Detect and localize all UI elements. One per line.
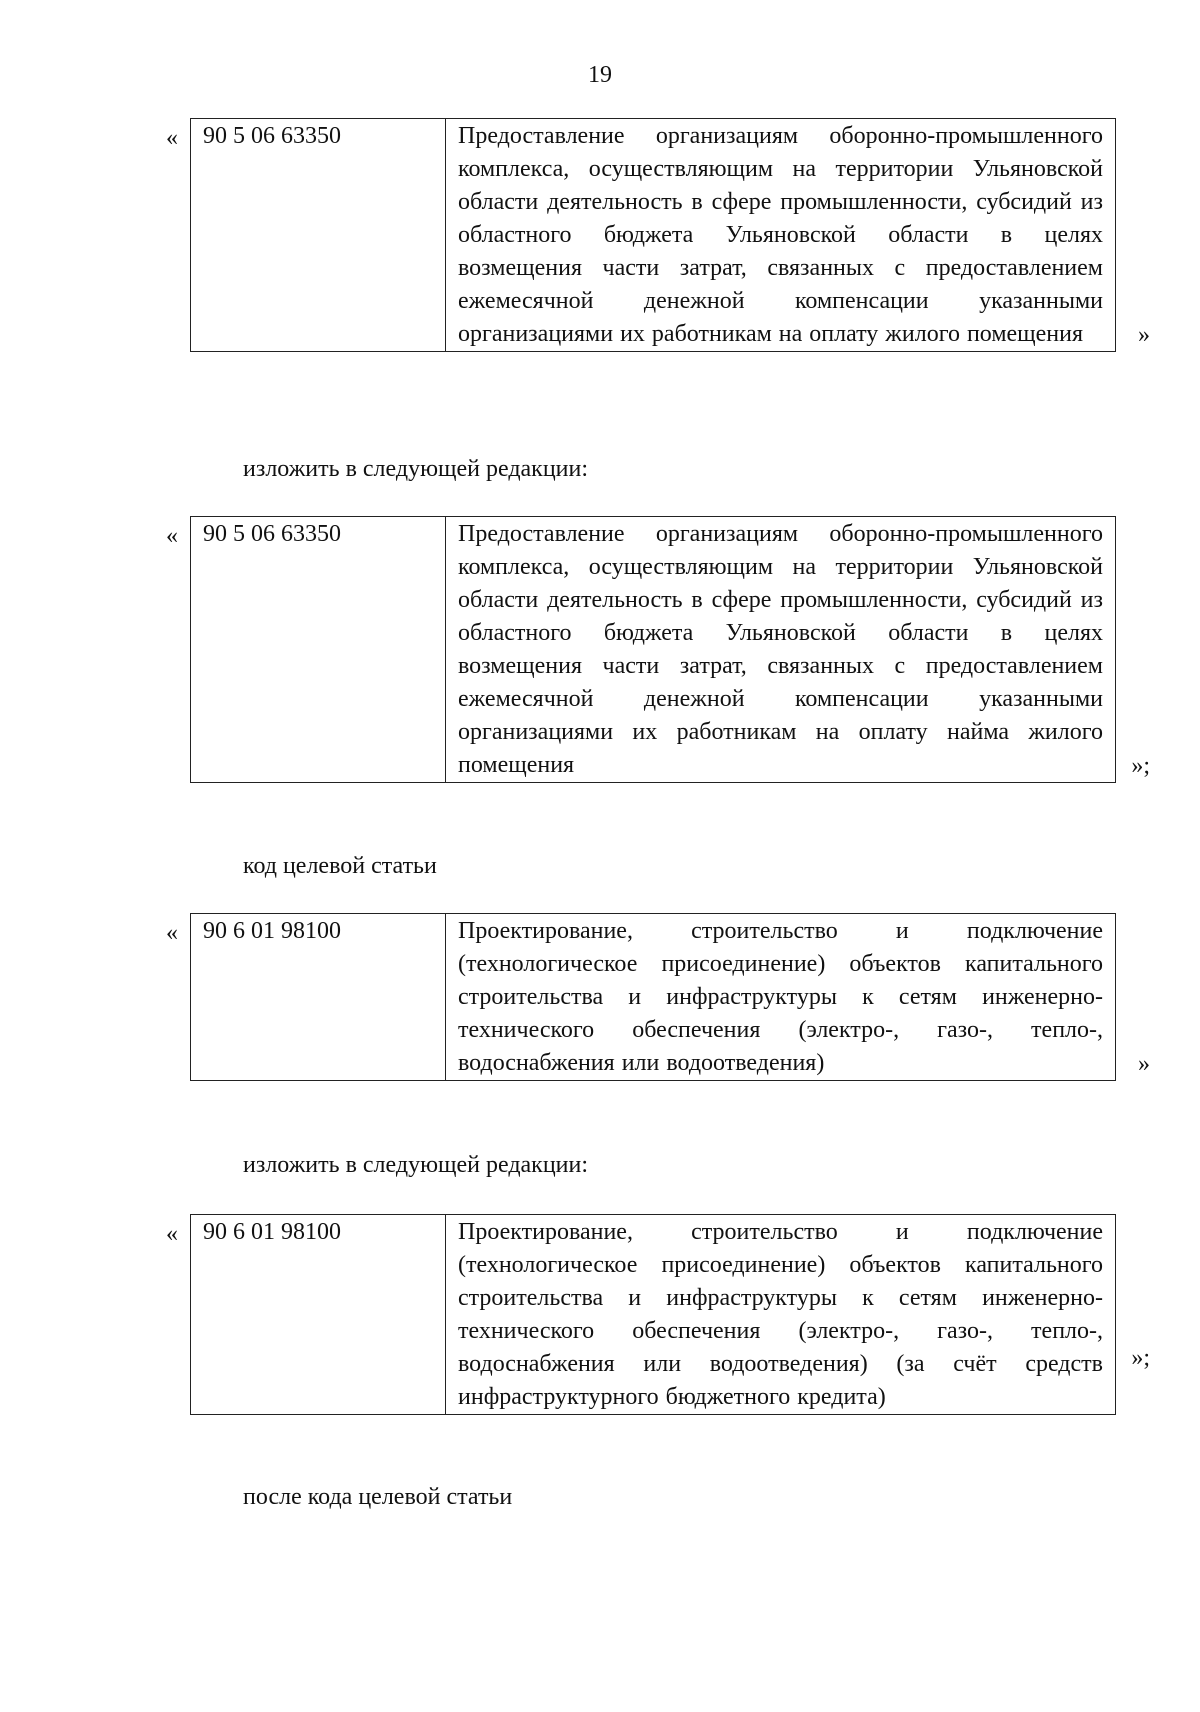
article-description: Проектирование, строительство и подключение (технологическое присоединение) объектов капитального строительства и инфраструктуры к сетям инженерно-технического обеспечения (электро-, газо-, тепло-, водоснабжения или водоотведения) (за счёт средств инфраструктурного бюджетного кредита) bbox=[446, 1215, 1116, 1415]
closing-quote: » bbox=[1138, 1051, 1150, 1077]
table-row bbox=[191, 119, 1116, 352]
opening-quote: « bbox=[166, 523, 178, 549]
closing-quote: » bbox=[1138, 322, 1150, 348]
opening-quote: « bbox=[166, 920, 178, 946]
table-row bbox=[191, 1215, 1116, 1415]
instruction-paragraph: изложить в следующей редакции: bbox=[243, 456, 589, 482]
target-article-table bbox=[190, 913, 1116, 1081]
closing-quote: »; bbox=[1131, 753, 1150, 779]
article-code: 90 5 06 63350 bbox=[191, 119, 446, 352]
page-number: 19 bbox=[588, 62, 612, 88]
article-code: 90 5 06 63350 bbox=[191, 517, 446, 783]
article-code: 90 6 01 98100 bbox=[191, 1215, 446, 1415]
target-article-block-3 bbox=[166, 913, 1150, 1081]
target-article-table bbox=[190, 516, 1116, 783]
article-description: Предоставление организациям оборонно-промышленного комплекса, осуществляющим на территории Ульяновской области деятельность в сфере промышленности, субсидий из областного бюджета Ульяновской области в целях возмещения части затрат, связанных с предоставлением ежемесячной денежной компенсации указанными организациями их работникам на оплату жилого помещения bbox=[446, 119, 1116, 352]
target-article-block-4 bbox=[166, 1214, 1150, 1415]
closing-quote: »; bbox=[1131, 1345, 1150, 1371]
opening-quote: « bbox=[166, 1221, 178, 1247]
instruction-paragraph: код целевой статьи bbox=[243, 853, 437, 879]
target-article-table bbox=[190, 1214, 1116, 1415]
table-row bbox=[191, 914, 1116, 1081]
opening-quote: « bbox=[166, 125, 178, 151]
target-article-block-2 bbox=[166, 516, 1150, 783]
article-code: 90 6 01 98100 bbox=[191, 914, 446, 1081]
instruction-paragraph: изложить в следующей редакции: bbox=[243, 1152, 589, 1178]
article-description: Проектирование, строительство и подключение (технологическое присоединение) объектов капитального строительства и инфраструктуры к сетям инженерно-технического обеспечения (электро-, газо-, тепло-, водоснабжения или водоотведения) bbox=[446, 914, 1116, 1081]
target-article-block-1 bbox=[166, 118, 1150, 352]
table-row bbox=[191, 517, 1116, 783]
instruction-paragraph: после кода целевой статьи bbox=[243, 1484, 513, 1510]
article-description: Предоставление организациям оборонно-промышленного комплекса, осуществляющим на территории Ульяновской области деятельность в сфере промышленности, субсидий из областного бюджета Ульяновской области в целях возмещения части затрат, связанных с предоставлением ежемесячной денежной компенсации указанными организациями их работникам на оплату найма жилого помещения bbox=[446, 517, 1116, 783]
target-article-table bbox=[190, 118, 1116, 352]
